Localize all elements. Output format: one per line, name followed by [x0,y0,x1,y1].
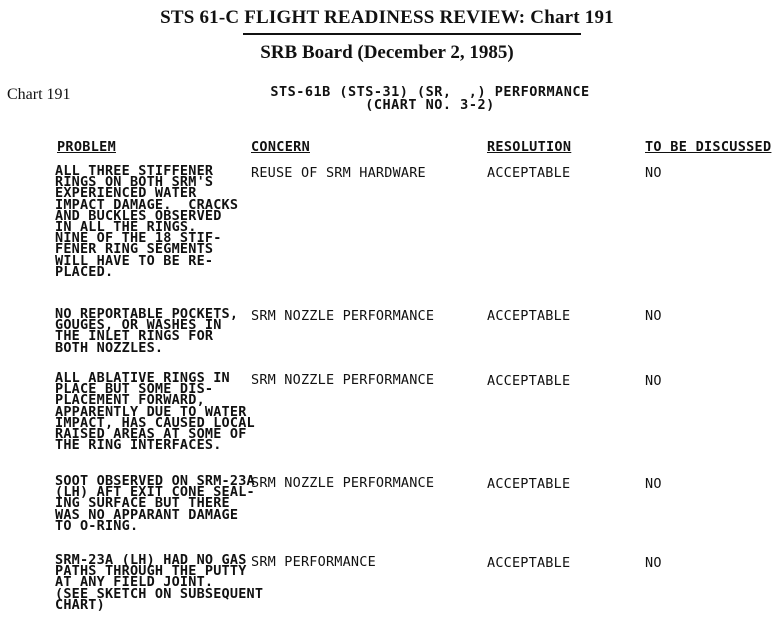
title-underline [243,33,581,35]
row-5-resolution: ACCEPTABLE [487,555,571,571]
row-1-resolution: ACCEPTABLE [487,165,571,181]
column-header-resolution: RESOLUTION [487,139,572,155]
row-2-to-be-discussed: NO [645,308,662,324]
row-3-resolution: ACCEPTABLE [487,373,571,389]
row-2-concern: SRM NOZZLE PERFORMANCE [251,308,435,324]
row-1-concern: REUSE OF SRM HARDWARE [251,165,426,181]
row-2-problem: NO REPORTABLE POCKETS, GOUGES, OR WASHES IN THE INLET RINGS FOR BOTH NOZZLES. [55,306,239,356]
row-2-resolution: ACCEPTABLE [487,308,571,324]
row-1-problem: ALL THREE STIFFENER RINGS ON BOTH SRM'S EXPERIENCED WATER IMPACT DAMAGE. CRACKS AND BUCKLES OBSERVED IN ALL THE RINGS. NINE OF THE 18 STIF- FENER RING SEGMENTS WILL HAVE TO BE RE- PLACED. [55,163,239,280]
document-title: STS 61-C FLIGHT READINESS REVIEW: Chart 191 [160,7,614,28]
board-title: SRB Board (December 2, 1985) [260,42,514,63]
row-3-to-be-discussed: NO [645,373,662,389]
column-header-concern: CONCERN [251,139,310,155]
chart-label: Chart 191 [7,86,71,103]
performance-heading-line1: STS-61B (STS-31) (SR, ,) PERFORMANCE [270,84,590,100]
row-1-to-be-discussed: NO [645,165,662,181]
column-header-problem: PROBLEM [57,139,116,155]
row-4-resolution: ACCEPTABLE [487,476,571,492]
row-5-problem: SRM-23A (LH) HAD NO GAS PATHS THROUGH THE PUTTY AT ANY FIELD JOINT. (SEE SKETCH ON SUBSEQUENT CHART) [55,552,264,613]
column-header-to-be-discussed: TO BE DISCUSSED [645,139,772,155]
performance-heading-line2: (CHART NO. 3-2) [365,97,495,113]
row-5-to-be-discussed: NO [645,555,662,571]
row-3-concern: SRM NOZZLE PERFORMANCE [251,372,435,388]
row-4-problem: SOOT OBSERVED ON SRM-23A (LH) AFT EXIT CONE SEAL- ING SURFACE BUT THERE WAS NO APPARANT DAMAGE TO O-RING. [55,473,255,534]
row-4-to-be-discussed: NO [645,476,662,492]
row-4-concern: SRM NOZZLE PERFORMANCE [251,475,435,491]
row-5-concern: SRM PERFORMANCE [251,554,376,570]
performance-heading [240,86,620,112]
row-3-problem: ALL ABLATIVE RINGS IN PLACE BUT SOME DIS- PLACEMENT FORWARD, APPARENTLY DUE TO WATER IMPACT, HAS CAUSED LOCAL RAISED AREAS AT SOME OF THE RING INTERFACES. [55,370,255,454]
